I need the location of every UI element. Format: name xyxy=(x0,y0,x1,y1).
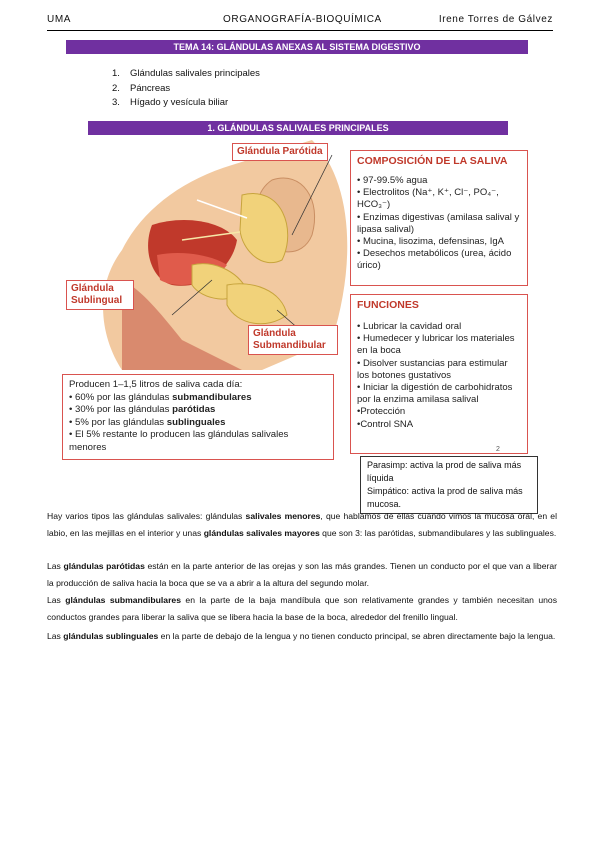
function-item: • Humedecer y lubricar los materiales en la boca xyxy=(357,333,515,357)
label-submandibular-line2: Submandibular xyxy=(253,340,326,351)
table-of-contents xyxy=(112,67,260,111)
toc-label: Páncreas xyxy=(130,82,171,94)
text-run: que son 3: las parótidas, submandibulares y las sublinguales. xyxy=(319,527,557,538)
functions-list xyxy=(357,321,521,431)
toc-item[interactable] xyxy=(112,96,260,111)
toc-item[interactable] xyxy=(112,82,260,97)
text-run: en la parte de debajo de la lengua y no tienen conducto principal, se abren directamente bajo la lengua. xyxy=(158,631,556,641)
text-run: , que hablamos de ellas cuando vimos la mucosa oral, en el labio, en las mejillas en el interior y unas xyxy=(47,511,557,538)
text-run: están en la parte anterior de las orejas y son las más grandes. Tienen un conducto por el que van a liberar la producción de saliva hacia la boca que se va a abrir a la altura del segundo molar. xyxy=(47,561,557,588)
composition-list xyxy=(357,175,521,273)
paragraph-submandibular xyxy=(47,592,557,625)
header-rule xyxy=(47,30,553,31)
function-item: • Lubricar la cavidad oral xyxy=(357,321,462,332)
paragraph-parotid xyxy=(47,558,557,591)
paragraph-salivary-types xyxy=(47,508,557,541)
function-item: •Protección xyxy=(357,406,406,418)
production-text-part: • 5% por las glándulas xyxy=(69,416,167,428)
composition-title: COMPOSICIÓN DE LA SALIVA xyxy=(357,155,508,167)
text-bold: glándulas salivales mayores xyxy=(203,527,320,538)
composition-item: • Enzimas digestivas (amilasa salival y lipasa salival) xyxy=(357,211,520,235)
toc-num: 3. xyxy=(112,97,120,108)
text-run: Hay varios tipos las glándulas salivales: glándulas xyxy=(47,511,246,521)
functions-title: FUNCIONES xyxy=(357,299,419,311)
saliva-composition-box xyxy=(350,150,528,286)
function-item: •Control SNA xyxy=(357,418,414,430)
text-run: Las xyxy=(47,595,66,605)
figure-page-mark: 2 xyxy=(496,446,500,453)
text-bold: glándulas submandibulares xyxy=(65,595,181,605)
paragraph-sublingual xyxy=(47,628,557,645)
toc-num: 1. xyxy=(112,68,120,79)
note-line: Parasimp: activa la prod de saliva más líquida xyxy=(367,460,522,483)
section-banner: 1. GLÁNDULAS SALIVALES PRINCIPALES xyxy=(88,121,508,135)
text-run: Las xyxy=(47,561,64,571)
label-sublingual-line2: Sublingual xyxy=(71,295,123,306)
saliva-functions-box xyxy=(350,294,528,454)
label-submandibular-gland xyxy=(248,325,338,355)
label-submandibular-line1: Glándula xyxy=(253,328,296,339)
production-text xyxy=(69,379,327,454)
production-bold: parótidas xyxy=(172,404,216,415)
production-line: • El 5% restante lo producen las glándulas salivales menores xyxy=(69,429,289,453)
label-sublingual-line1: Glándula xyxy=(71,283,114,294)
composition-item: • 97-99.5% agua xyxy=(357,175,428,186)
function-item: • Disolver sustancias para estimular los botones gustativos xyxy=(357,357,508,381)
header-right: Irene Torres de Gálvez xyxy=(438,14,553,25)
composition-item: • Electrolitos (Na⁺, K⁺, Cl⁻, PO₄⁻, HCO₃⁻) xyxy=(357,187,499,211)
composition-item: • Mucina, lisozima, defensinas, IgA xyxy=(357,236,504,248)
production-line xyxy=(69,404,327,417)
text-bold: glándulas sublinguales xyxy=(63,631,159,641)
production-bold: sublinguales xyxy=(166,416,226,428)
production-bold: submandibulares xyxy=(172,391,252,403)
production-line xyxy=(69,392,327,405)
header-left: UMA xyxy=(47,14,72,25)
label-parotid-gland: Glándula Parótida xyxy=(232,143,328,161)
production-line xyxy=(69,417,327,430)
toc-label: Hígado y vesícula biliar xyxy=(130,97,229,108)
label-sublingual-gland xyxy=(66,280,134,310)
salivary-glands-figure xyxy=(62,140,538,509)
text-run: en la parte de la baja mandíbula que son relativamente grandes y también necesitan unos conductos grandes para liberar la saliva que se libera hacia la base de la boca, alrededor del frenillo lingual. xyxy=(47,595,558,622)
topic-banner: TEMA 14: GLÁNDULAS ANEXAS AL SISTEMA DIGESTIVO xyxy=(66,40,528,54)
text-bold: glándulas parótidas xyxy=(63,561,145,571)
production-intro: Producen 1–1,5 litros de saliva cada día: xyxy=(69,379,243,390)
autonomic-note xyxy=(360,456,538,514)
composition-item: • Desechos metabólicos (urea, ácido úrico) xyxy=(357,248,512,272)
text-run: Las xyxy=(47,631,64,641)
production-text-part: • 30% por las glándulas xyxy=(69,404,173,415)
toc-item[interactable] xyxy=(112,67,260,82)
text-bold: salivales menores xyxy=(245,511,321,521)
toc-label: Glándulas salivales principales xyxy=(130,68,260,79)
saliva-production-box xyxy=(62,374,334,460)
function-item: • Iniciar la digestión de carbohidratos por la enzima amilasa salival xyxy=(357,382,513,406)
header-center: ORGANOGRAFÍA-BIOQUÍMICA xyxy=(223,14,382,25)
toc-num: 2. xyxy=(112,82,120,94)
production-text-part: • 60% por las glándulas xyxy=(69,391,173,403)
note-line: Simpático: activa la prod de saliva más mucosa. xyxy=(367,486,523,509)
